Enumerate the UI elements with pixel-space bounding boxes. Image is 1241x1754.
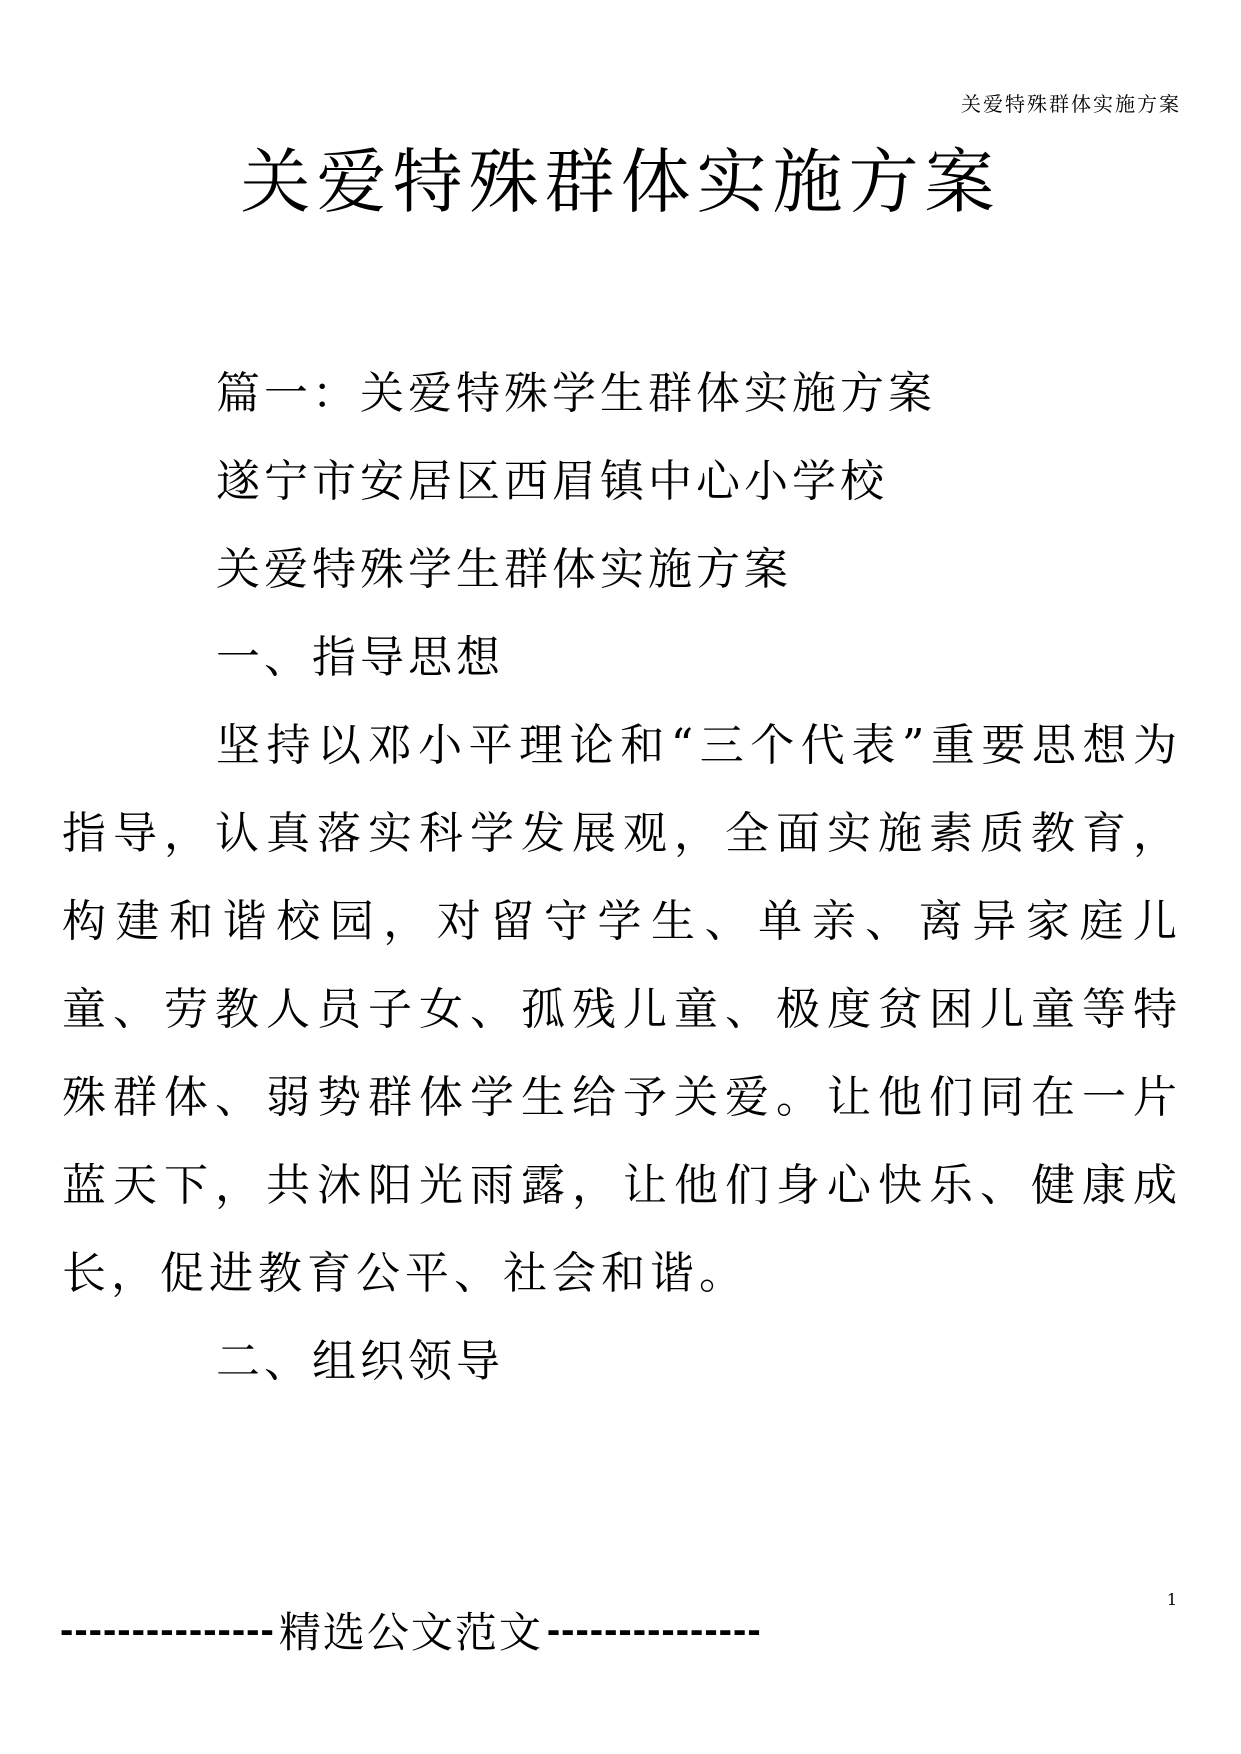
footer-dashes-left: --------------- [60, 1607, 275, 1652]
page-number: 1 [1166, 1590, 1177, 1609]
article-heading: 篇一：关爱特殊学生群体实施方案 [216, 368, 936, 419]
section-heading-guiding-ideology: 一、指导思想 [216, 632, 504, 683]
plan-title: 关爱特殊学生群体实施方案 [216, 544, 792, 595]
page-footer [60, 1600, 762, 1660]
document-body [62, 350, 1182, 1406]
guiding-ideology-paragraph: 坚持以邓小平理论和“三个代表”重要思想为指导，认真落实科学发展观，全面实施素质教育，构建和谐校园，对留守学生、单亲、离异家庭儿童、劳教人员子女、孤残儿童、极度贫困儿童等特殊群体、弱势群体学生给予关爱。让他们同在一片蓝天下，共沐阳光雨露，让他们身心快乐、健康成长，促进教育公平、社会和谐。 [62, 720, 1182, 1299]
footer-dashes-right: --------------- [546, 1607, 762, 1652]
running-header: 关爱特殊群体实施方案 [961, 92, 1181, 116]
document-title: 关爱特殊群体实施方案 [240, 141, 1001, 223]
section-heading-organization: 二、组织领导 [216, 1336, 504, 1387]
footer-label: 精选公文范文 [278, 1608, 543, 1657]
school-name: 遂宁市安居区西眉镇中心小学校 [216, 456, 888, 507]
